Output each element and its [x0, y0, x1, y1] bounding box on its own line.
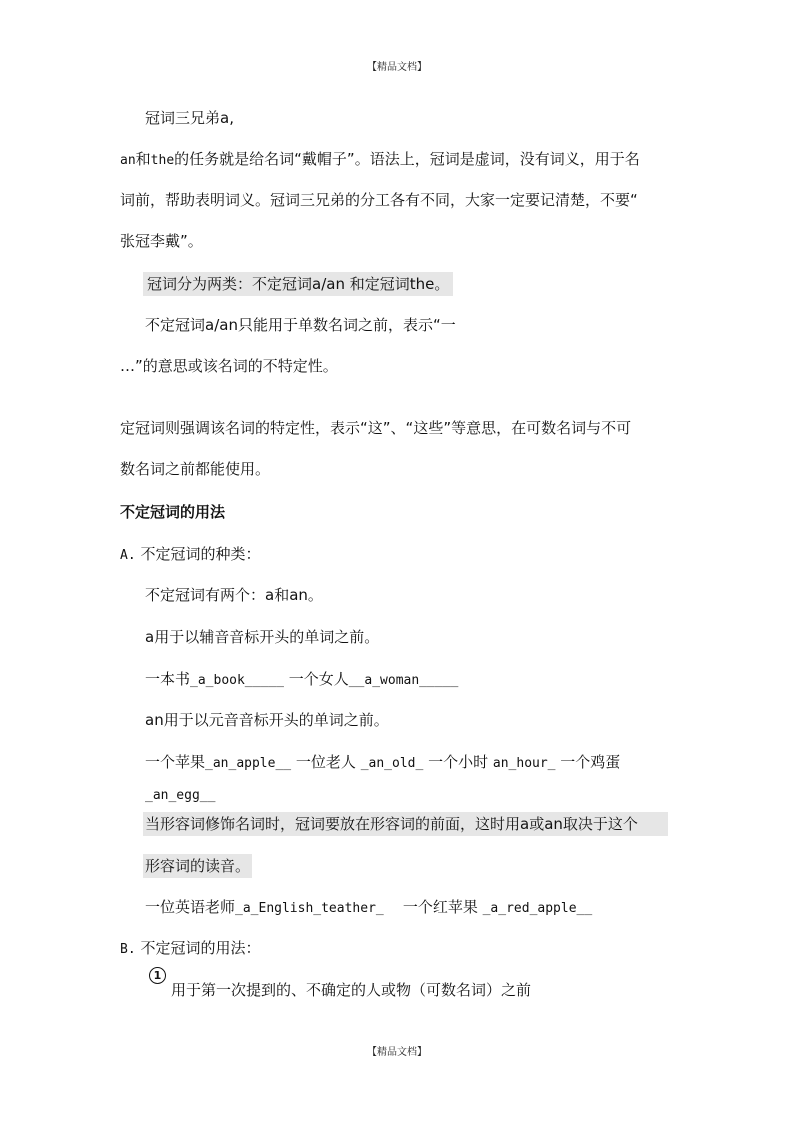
part-a-marker: A. — [120, 548, 136, 563]
example-cn-hour: 一个小时 — [428, 753, 489, 771]
intro-line-1: 冠词三兄弟a, — [145, 109, 234, 127]
example-cn-egg: 一个鸡蛋 — [560, 753, 621, 771]
part-b-title: 不定冠词的用法： — [140, 939, 261, 957]
example-cn-red-apple: 一个红苹果 — [402, 898, 478, 916]
example-en-red-apple: _a_red_apple__ — [482, 901, 593, 916]
example-cn-woman: 一个女人 — [288, 670, 349, 688]
part-a-heading — [120, 544, 260, 566]
definite-def-line-2: 数名词之前都能使用。 — [120, 460, 271, 478]
two-kinds: 不定冠词有两个：a和an。 — [145, 586, 323, 604]
item-number-badge: 1 — [149, 967, 166, 984]
example-en-hour: an_hour_ — [492, 756, 556, 771]
part-a-title: 不定冠词的种类： — [140, 545, 261, 563]
definite-def-line-1: 定冠词则强调该名词的特定性，表示“这”、“这些”等意思，在可数名词与不可 — [120, 419, 632, 437]
intro-rest: 的任务就是给名词“戴帽子”。语法上，冠词是虚词，没有词义，用于名 — [174, 150, 640, 168]
indefinite-def-line-1: 不定冠词a/an只能用于单数名词之前，表示“一 — [145, 316, 456, 334]
example-en-book: _a_book_____ — [190, 673, 284, 688]
example-cn-apple: 一个苹果 — [145, 753, 206, 771]
intro-line-4: 张冠李戴”。 — [120, 232, 203, 250]
section-title: 不定冠词的用法 — [120, 503, 226, 521]
an-examples-line-1 — [145, 752, 620, 774]
indefinite-def-line-2: …”的意思或该名词的不特定性。 — [120, 357, 338, 375]
part-b-marker: B. — [120, 942, 136, 957]
part-b-heading — [120, 938, 260, 960]
adj-examples — [145, 897, 592, 919]
example-en-old: _an_old_ — [360, 756, 424, 771]
intro-and: 和 — [135, 150, 151, 168]
adj-rule-line-2: 形容词的读音。 — [143, 854, 252, 878]
example-cn-book: 一本书 — [145, 670, 191, 688]
example-en-egg: _an_egg__ — [145, 788, 216, 803]
intro-line-2 — [120, 149, 640, 171]
example-en-woman: __a_woman_____ — [348, 673, 459, 688]
an-rule: an用于以元音音标开头的单词之前。 — [145, 711, 389, 729]
example-en-apple: _an_apple__ — [205, 756, 292, 771]
page-footer: 【精品文档】 — [367, 1047, 427, 1058]
article-classes: 冠词分为两类：不定冠词a/an 和定冠词the。 — [143, 272, 453, 296]
page-header: 【精品文档】 — [367, 62, 427, 73]
intro-an: an — [120, 153, 136, 168]
intro-the: the — [150, 153, 175, 168]
part-b-item-1: 用于第一次提到的、不确定的人或物（可数名词）之前 — [171, 981, 532, 999]
a-examples — [145, 669, 458, 691]
example-en-teacher: _a_English_teather_ — [235, 901, 384, 916]
example-cn-teacher: 一位英语老师 — [145, 898, 236, 916]
example-cn-old: 一位老人 — [295, 753, 356, 771]
intro-line-3: 词前，帮助表明词义。冠词三兄弟的分工各有不同，大家一定要记清楚，不要“ — [120, 191, 638, 209]
adj-rule-line-1: 当形容词修饰名词时，冠词要放在形容词的前面，这时用a或an取决于这个 — [143, 812, 668, 836]
a-rule: a用于以辅音音标开头的单词之前。 — [145, 628, 380, 646]
